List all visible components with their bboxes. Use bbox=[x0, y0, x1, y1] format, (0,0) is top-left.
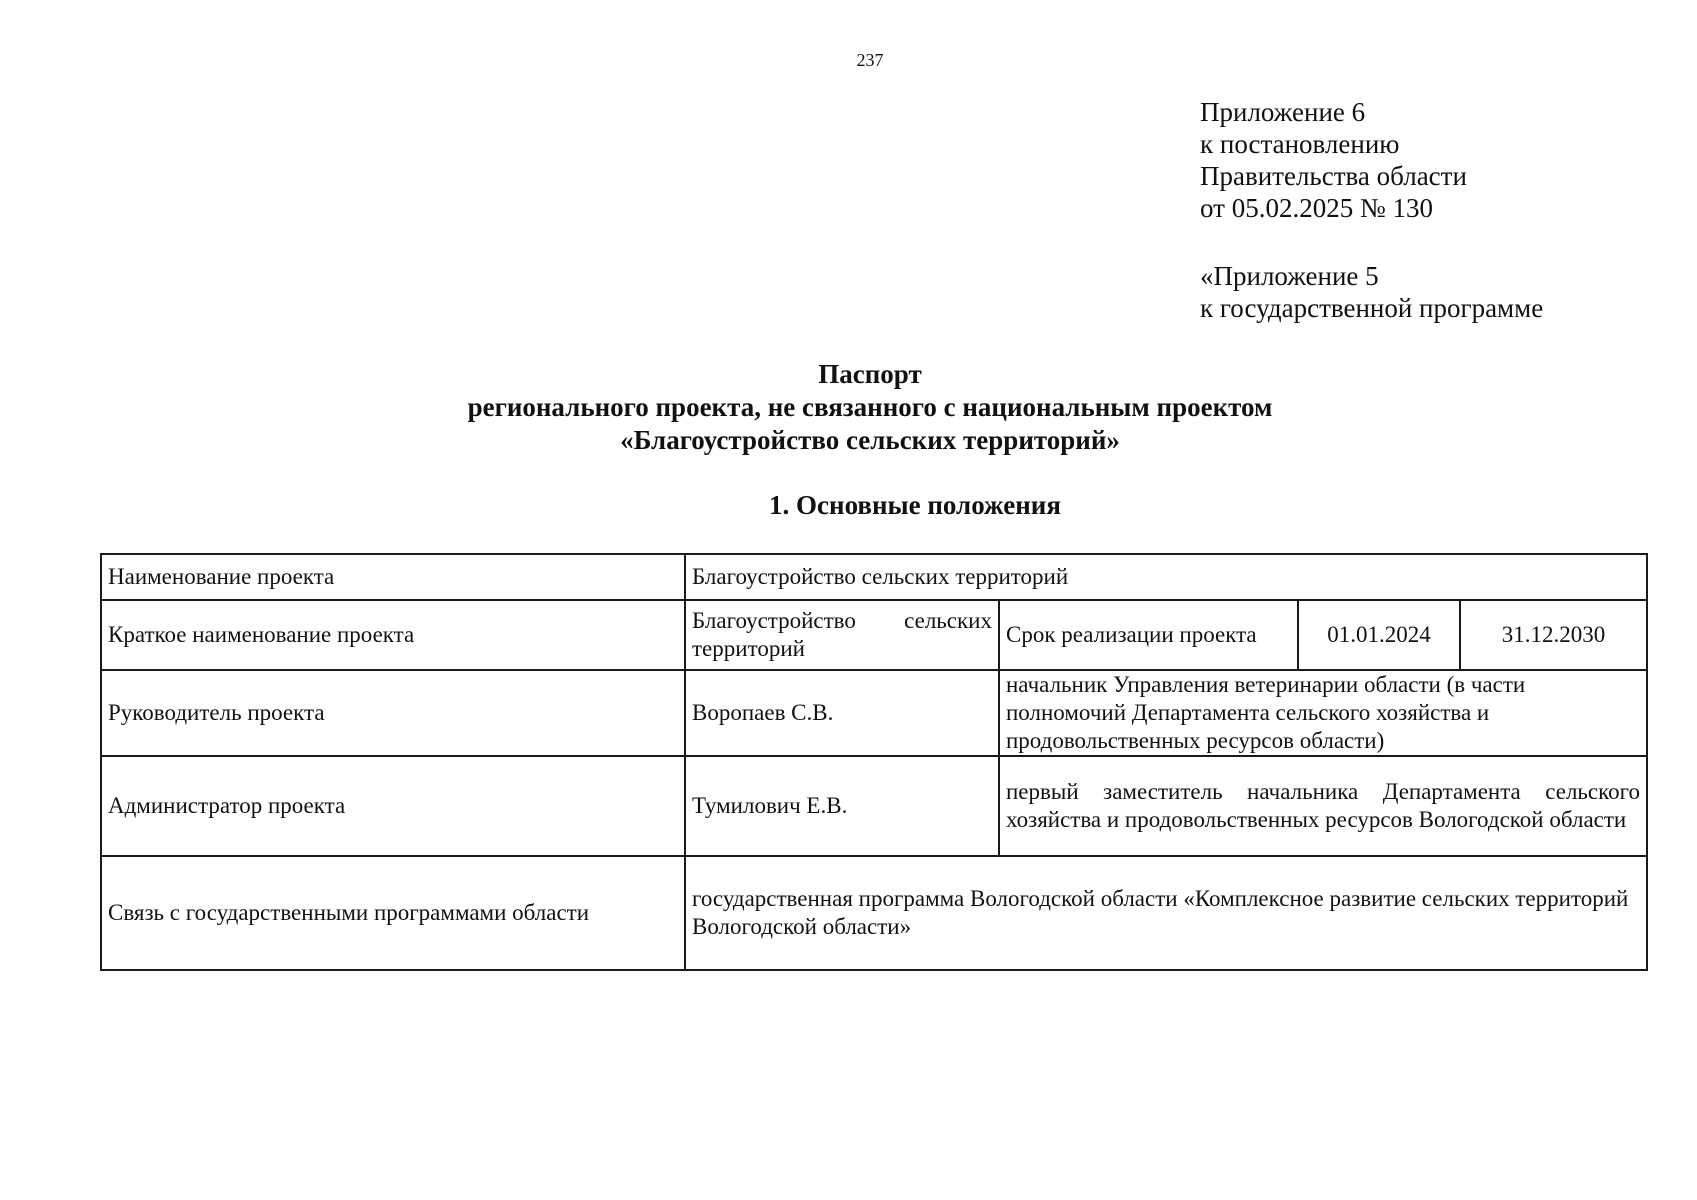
table-row bbox=[101, 856, 1647, 970]
page-number: 237 bbox=[856, 50, 884, 70]
appendix-6-line-4: от 05.02.2025 № 130 bbox=[1200, 193, 1433, 223]
project-name-label: Наименование проекта bbox=[101, 554, 685, 600]
appendix-5-line-2: к государственной программе bbox=[1200, 293, 1544, 323]
term-end-date: 31.12.2030 bbox=[1460, 600, 1647, 670]
table-row bbox=[101, 756, 1647, 856]
term-label: Срок реализации проекта bbox=[999, 600, 1298, 670]
appendix-6-header bbox=[1200, 96, 1467, 224]
section-heading: 1. Основные положения bbox=[769, 490, 1061, 520]
table-row bbox=[101, 600, 1647, 670]
table-row bbox=[101, 670, 1647, 756]
programs-label: Связь с государственными программами области bbox=[101, 856, 685, 970]
document-title bbox=[0, 358, 1697, 457]
title-line-2: регионального проекта, не связанного с национальным проектом bbox=[467, 392, 1273, 422]
title-line-1: Паспорт bbox=[818, 359, 922, 389]
term-start-date: 01.01.2024 bbox=[1298, 600, 1460, 670]
admin-position: первый заместитель начальника Департамента сельского хозяйства и продовольственных ресурсов Вологодской области bbox=[999, 756, 1647, 856]
table-row bbox=[101, 554, 1647, 600]
appendix-5-header bbox=[1200, 260, 1543, 324]
project-passport-table bbox=[100, 553, 1648, 971]
appendix-6-line-3: Правительства области bbox=[1200, 161, 1467, 191]
leader-label: Руководитель проекта bbox=[101, 670, 685, 756]
leader-position: начальник Управления ветеринарии области (в части полномочий Департамента сельского хозяйства и продовольственных ресурсов области) bbox=[999, 670, 1647, 756]
appendix-6-line-2: к постановлению bbox=[1200, 129, 1400, 159]
short-name-value: Благоустройство сельских территорий bbox=[685, 600, 999, 670]
appendix-6-line-1: Приложение 6 bbox=[1200, 97, 1366, 127]
admin-label: Администратор проекта bbox=[101, 756, 685, 856]
leader-name: Воропаев С.В. bbox=[685, 670, 999, 756]
project-name-value: Благоустройство сельских территорий bbox=[685, 554, 1647, 600]
short-name-label: Краткое наименование проекта bbox=[101, 600, 685, 670]
title-line-3: «Благоустройство сельских территорий» bbox=[620, 425, 1120, 455]
admin-name: Тумилович Е.В. bbox=[685, 756, 999, 856]
appendix-5-line-1: «Приложение 5 bbox=[1200, 261, 1379, 291]
programs-value: государственная программа Вологодской области «Комплексное развитие сельских территорий Вологодской области» bbox=[685, 856, 1647, 970]
